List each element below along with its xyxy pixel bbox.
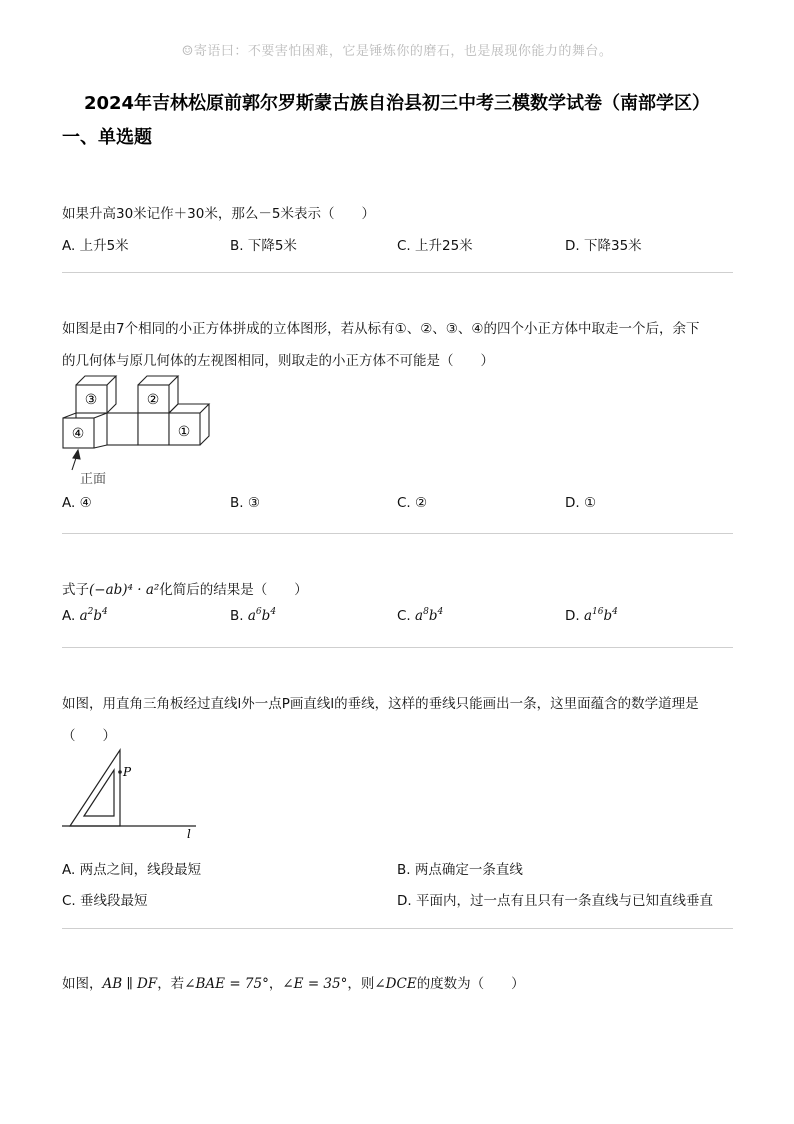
question-2-option-b[interactable]: B. ③ — [230, 495, 260, 511]
question-3-option-a[interactable] — [62, 608, 108, 624]
option-letter: C. — [397, 608, 411, 624]
base: a — [415, 608, 424, 624]
question-1-option-c[interactable]: C. 上升25米 — [397, 238, 473, 254]
base: b — [93, 608, 103, 624]
question-1-option-d[interactable]: D. 下降35米 — [565, 238, 642, 254]
cube-figure — [58, 370, 218, 490]
option-expression — [584, 608, 618, 624]
stem-text: 的度数为（ ） — [416, 976, 525, 992]
question-4-stem-line-2: （ ） — [62, 728, 116, 744]
exponent: 4 — [437, 607, 444, 617]
base: a — [583, 608, 593, 624]
divider — [62, 647, 733, 648]
question-3-option-c[interactable] — [397, 608, 443, 624]
stem-text: ，则 — [347, 976, 375, 992]
cube-label-3: ③ — [84, 392, 98, 408]
exponent: 4 — [612, 607, 618, 617]
exponent: 6 — [255, 607, 262, 617]
base: b — [261, 608, 271, 624]
cube-label-2: ② — [146, 392, 160, 408]
stem-text: ， — [268, 976, 283, 992]
cube-label-4: ④ — [71, 426, 85, 442]
question-1-option-a[interactable]: A. 上升5米 — [62, 238, 129, 254]
option-letter: B. — [230, 608, 244, 624]
base: a — [79, 608, 88, 624]
page-title: 2024年吉林松原前郭尔罗斯蒙古族自治县初三中考三模数学试卷（南部学区） — [83, 93, 711, 114]
question-3-expression: (−ab)⁴ · a² — [89, 582, 160, 598]
question-3-stem-suffix: 化简后的结果是（ ） — [159, 582, 308, 598]
question-4-option-a[interactable]: A. 两点之间，线段最短 — [62, 862, 202, 878]
question-4-option-d[interactable]: D. 平面内，过一点有且只有一条直线与已知直线垂直 — [397, 893, 713, 909]
question-2-option-d[interactable]: D. ① — [565, 495, 597, 511]
exponent: 4 — [270, 607, 277, 617]
option-expression — [415, 608, 443, 624]
base: b — [603, 608, 613, 624]
question-2-option-a[interactable]: A. ④ — [62, 495, 92, 511]
set-square-figure — [58, 744, 208, 840]
exponent: 8 — [423, 607, 429, 617]
cube-label-1: ① — [177, 424, 191, 440]
base: b — [428, 608, 438, 624]
divider — [62, 928, 733, 929]
question-3-option-d[interactable] — [565, 608, 618, 624]
front-view-label: 正面 — [80, 472, 107, 487]
question-3-option-b[interactable] — [230, 608, 276, 624]
question-4-stem-line-1: 如图，用直角三角板经过直线l外一点P画直线l的垂线，这样的垂线只能画出一条，这里面蕴含的数学道理是 — [62, 696, 699, 712]
question-1-stem: 如果升高30米记作＋30米，那么－5米表示（ ） — [62, 206, 375, 222]
question-5-stem — [62, 972, 525, 992]
option-expression — [248, 608, 276, 624]
stem-text: ，若 — [157, 976, 185, 992]
question-3-stem-prefix: 式子 — [62, 582, 89, 598]
option-expression — [80, 608, 108, 624]
exponent: 2 — [87, 607, 94, 617]
stem-math-ab-parallel-df: AB ∥ DF — [102, 976, 158, 992]
divider — [62, 272, 733, 273]
question-4-option-c[interactable]: C. 垂线段最短 — [62, 893, 148, 909]
exponent: 4 — [102, 607, 108, 617]
base: a — [247, 608, 256, 624]
option-letter: A. — [62, 608, 76, 624]
line-l-label: l — [187, 827, 191, 840]
question-4-option-b[interactable]: B. 两点确定一条直线 — [397, 862, 523, 878]
stem-math-angle-e: ∠E = 35° — [282, 976, 348, 992]
stem-math-angle-bae: ∠BAE = 75° — [184, 976, 269, 992]
question-3-stem — [62, 578, 308, 598]
section-heading: 一、单选题 — [62, 127, 152, 148]
question-2-stem-line-1: 如图是由7个相同的小正方体拼成的立体图形，若从标有①、②、③、④的四个小正方体中取走一个后，余下 — [62, 321, 700, 337]
stem-text: 如图， — [62, 976, 103, 992]
divider — [62, 533, 733, 534]
motto-header: ☺寄语曰：不要害怕困难，它是锤炼你的磨石，也是展现你能力的舞台。 — [181, 44, 613, 59]
option-letter: D. — [565, 608, 580, 624]
exponent: 16 — [592, 607, 604, 617]
question-1-option-b[interactable]: B. 下降5米 — [230, 238, 297, 254]
question-2-option-c[interactable]: C. ② — [397, 495, 428, 511]
point-p-label: P — [123, 765, 132, 779]
stem-math-angle-dce: ∠DCE — [374, 976, 417, 992]
question-2-stem-line-2: 的几何体与原几何体的左视图相同，则取走的小正方体不可能是（ ） — [62, 353, 494, 369]
